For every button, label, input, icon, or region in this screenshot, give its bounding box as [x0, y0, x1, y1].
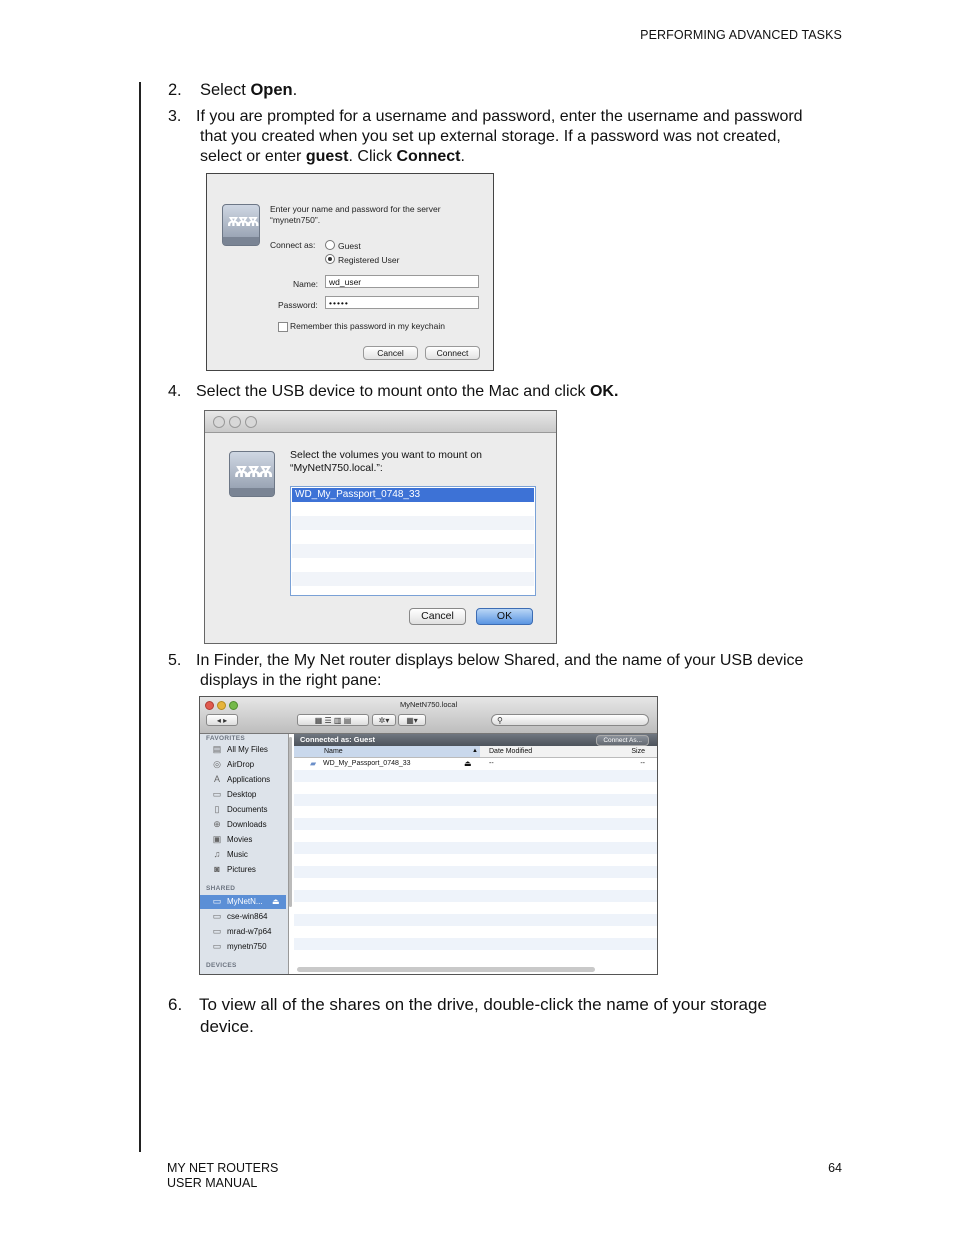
row-stripe	[294, 938, 657, 950]
step-bold: guest	[305, 148, 349, 165]
close-window-icon[interactable]	[213, 416, 225, 428]
column-header	[294, 746, 657, 758]
list-stripe	[292, 572, 534, 586]
name-column-header[interactable]: Name	[324, 748, 343, 755]
cancel-button[interactable]: Cancel	[409, 608, 466, 625]
row-stripe	[294, 842, 657, 854]
search-field[interactable]	[491, 714, 649, 726]
remember-label: Remember this password in my keychain	[290, 321, 445, 331]
table-row[interactable]	[294, 758, 657, 770]
name-column-highlight	[294, 746, 480, 757]
step-text-end: .	[292, 81, 298, 99]
network-computer-icon: ▭	[212, 941, 222, 951]
sidebar-item-downloads[interactable]	[200, 818, 286, 832]
shared-header: SHARED	[206, 885, 236, 892]
server-icon: ѫѫѫ	[222, 204, 260, 246]
row-size: --	[640, 760, 645, 767]
margin-rule	[139, 82, 141, 1152]
row-stripe	[294, 914, 657, 926]
step-3	[168, 107, 848, 169]
step-number: 4.	[168, 383, 182, 400]
music-icon: ♫	[213, 849, 221, 859]
sidebar-label: Pictures	[227, 865, 256, 874]
sidebar-label: MyNetN...	[227, 897, 263, 906]
radio-icon	[325, 240, 335, 250]
list-stripe	[292, 516, 534, 530]
sidebar-label: Downloads	[227, 820, 267, 829]
server-icon: ѫѫѫ	[229, 451, 275, 497]
zoom-window-icon[interactable]	[245, 416, 257, 428]
sidebar-item-all-my-files[interactable]	[200, 743, 286, 757]
step-6	[168, 994, 848, 1038]
step-line: If you are prompted for a username and password, enter the username and password	[196, 108, 803, 125]
volume-item-selected[interactable]: WD_My_Passport_0748_33	[292, 488, 534, 502]
sidebar-label: cse-win864	[227, 912, 268, 921]
name-label: Name:	[293, 279, 319, 289]
row-stripe	[294, 818, 657, 830]
step-number: 2.	[168, 81, 182, 99]
step-text: select or enter	[200, 148, 306, 165]
step-line: To view all of the shares on the drive, double-click the name of your storage	[199, 995, 767, 1014]
step-line: displays in the right pane:	[200, 672, 382, 689]
sidebar-label: AirDrop	[227, 760, 255, 769]
sidebar-item-desktop[interactable]	[200, 788, 286, 802]
sidebar-scrollbar[interactable]	[289, 737, 292, 907]
name-field[interactable]: wd_user	[325, 275, 479, 288]
desktop-icon: ▭	[212, 789, 222, 799]
step-line: device.	[200, 1017, 254, 1036]
page-number: 64	[828, 1161, 842, 1175]
footer-title	[167, 1161, 278, 1191]
connected-as-text: Connected as: Guest	[300, 735, 376, 744]
pictures-icon: ◙	[214, 864, 220, 874]
row-stripe	[294, 866, 657, 878]
sidebar-item-mynetn750-active[interactable]	[200, 895, 286, 909]
guest-radio[interactable]	[325, 240, 361, 252]
title-bar	[205, 411, 556, 433]
documents-icon: ▯	[214, 804, 220, 814]
footer-line-1: MY NET ROUTERS	[167, 1161, 279, 1175]
all-files-icon: ▤	[212, 744, 222, 754]
ok-button[interactable]: OK	[476, 608, 533, 625]
sidebar-item-applications[interactable]	[200, 773, 286, 787]
footer-line-2: USER MANUAL	[167, 1176, 258, 1190]
step-number: 6.	[168, 995, 183, 1014]
step-line: that you created when you set up external storage. If a password was not created,	[200, 128, 781, 145]
downloads-icon: ⊕	[213, 819, 221, 829]
sidebar-item-movies[interactable]	[200, 833, 286, 847]
date-column-header[interactable]: Date Modified	[489, 748, 533, 755]
login-prompt-line2: “mynetn750”.	[270, 215, 321, 225]
horizontal-scrollbar[interactable]	[297, 967, 595, 972]
sort-ascending-icon: ▲	[472, 748, 478, 754]
network-computer-icon: ▭	[212, 896, 222, 906]
connect-as-label: Connect as:	[270, 240, 316, 250]
zoom-window-icon[interactable]	[229, 701, 238, 710]
step-bold: OK.	[589, 383, 619, 400]
minimize-window-icon[interactable]	[217, 701, 226, 710]
sidebar-label: Desktop	[227, 790, 257, 799]
finder-sidebar	[200, 734, 289, 974]
row-stripe	[294, 890, 657, 902]
step-bold: Open	[250, 81, 293, 99]
radio-selected-icon	[325, 254, 335, 264]
mount-prompt-line2: “MyNetN750.local.”:	[290, 462, 383, 474]
finder-window	[199, 696, 658, 975]
arrange-button[interactable]: ▦▾	[398, 714, 426, 726]
window-title: MyNetN750.local	[400, 700, 458, 709]
password-label: Password:	[278, 300, 318, 310]
step-2	[168, 80, 848, 100]
favorites-header: FAVORITES	[206, 735, 246, 742]
back-forward-buttons[interactable]: ◂ ▸	[206, 714, 238, 726]
sidebar-label: Documents	[227, 805, 268, 814]
applications-icon: A	[213, 774, 220, 784]
airdrop-icon: ◎	[213, 759, 221, 769]
mount-prompt-line1: Select the volumes you want to mount on	[290, 449, 483, 461]
step-line: In Finder, the My Net router displays below Shared, and the name of your USB device	[196, 652, 804, 669]
row-stripe	[294, 794, 657, 806]
eject-icon[interactable]: ⏏	[464, 759, 472, 768]
cancel-button[interactable]: Cancel	[363, 346, 418, 360]
folder-icon: ▰	[310, 759, 317, 768]
connect-as-button[interactable]: Connect As...	[596, 735, 649, 746]
eject-icon[interactable]: ⏏	[272, 897, 280, 906]
step-number: 3.	[168, 108, 182, 125]
step-text: Select	[200, 81, 251, 99]
sidebar-item-mrad-w7p64[interactable]	[200, 925, 286, 939]
devices-header: DEVICES	[206, 962, 237, 969]
size-column-header[interactable]: Size	[631, 748, 645, 755]
remember-checkbox[interactable]	[278, 322, 288, 332]
row-date: --	[489, 760, 494, 767]
movies-icon: ▣	[212, 834, 222, 844]
sidebar-item-cse-win864[interactable]	[200, 910, 286, 924]
view-mode-buttons[interactable]: ▦ ☰ ▥ ▤	[297, 714, 369, 726]
step-text: Select the USB device to mount onto the Mac and click	[196, 383, 590, 400]
volume-list[interactable]	[290, 486, 536, 596]
sidebar-item-mynetn750[interactable]	[200, 940, 286, 954]
minimize-window-icon[interactable]	[229, 416, 241, 428]
registered-label: Registered User	[338, 255, 400, 265]
list-stripe	[292, 544, 534, 558]
action-gear-icon[interactable]: ✲▾	[372, 714, 396, 726]
sidebar-label: Music	[227, 850, 248, 859]
running-header: PERFORMING ADVANCED TASKS	[640, 28, 842, 42]
sidebar-label: mrad-w7p64	[227, 927, 272, 936]
step-bold: Connect	[396, 148, 461, 165]
password-field[interactable]: •••••	[325, 296, 479, 309]
sidebar-label: Movies	[227, 835, 253, 844]
sidebar-label: All My Files	[227, 745, 268, 754]
row-name: WD_My_Passport_0748_33	[323, 760, 411, 767]
network-computer-icon: ▭	[212, 911, 222, 921]
sidebar-item-pictures[interactable]	[200, 863, 286, 877]
step-4	[168, 382, 848, 402]
search-icon: ⚲	[497, 716, 503, 725]
mount-dialog	[204, 410, 557, 644]
sidebar-item-airdrop[interactable]	[200, 758, 286, 772]
login-dialog	[206, 173, 494, 371]
sidebar-label: Applications	[227, 775, 271, 784]
step-text: .	[460, 148, 465, 165]
guest-label: Guest	[338, 241, 361, 251]
step-text: . Click	[348, 148, 397, 165]
step-5	[168, 651, 848, 691]
finder-toolbar	[200, 697, 657, 734]
connection-bar	[294, 734, 657, 746]
sidebar-label: mynetn750	[227, 942, 267, 951]
login-prompt-line1: Enter your name and password for the server	[270, 204, 441, 214]
registered-user-radio[interactable]	[325, 254, 399, 266]
step-number: 5.	[168, 652, 182, 669]
row-stripe	[294, 770, 657, 782]
sidebar-item-music[interactable]	[200, 848, 286, 862]
network-computer-icon: ▭	[212, 926, 222, 936]
sidebar-item-documents[interactable]	[200, 803, 286, 817]
finder-content	[294, 734, 657, 974]
connect-button[interactable]: Connect	[425, 346, 480, 360]
close-window-icon[interactable]	[205, 701, 214, 710]
